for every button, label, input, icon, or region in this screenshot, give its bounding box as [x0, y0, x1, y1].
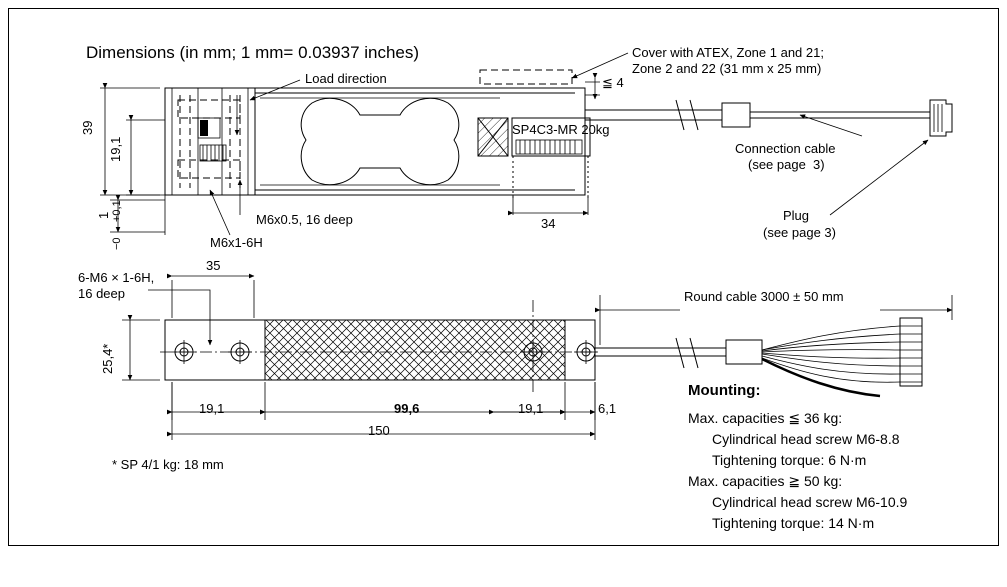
- dim-height-25-4: 25,4*: [100, 343, 115, 374]
- mounting-line-5: Cylindrical head screw M6-10.9: [712, 494, 908, 510]
- label-thread-m6x05: M6x0.5, 16 deep: [256, 212, 353, 227]
- label-thread-m6x1: M6x1-6H: [210, 235, 263, 250]
- dim-thickness-4: ≦ 4: [602, 75, 624, 90]
- dim-height-39: 39: [80, 120, 95, 135]
- label-connection-cable-line1: Connection cable: [735, 141, 836, 156]
- dim-top-35: 35: [206, 258, 221, 273]
- dim-6-1: 6,1: [598, 401, 617, 416]
- label-load-direction: Load direction: [305, 71, 387, 86]
- dim-19-1-right: 19,1: [518, 401, 544, 416]
- dim-height-19-1: 19,1: [108, 136, 123, 162]
- dim-tol-plus: +0,1: [111, 200, 123, 222]
- label-atex-cover-line2: Zone 2 and 22 (31 mm x 25 mm): [632, 61, 822, 76]
- mounting-line-1: Max. capacities ≦ 36 kg:: [688, 410, 843, 426]
- dim-19-1-left: 19,1: [199, 401, 225, 416]
- mounting-line-3: Tightening torque: 6 N·m: [712, 452, 867, 468]
- dim-tol-minus: −0: [111, 237, 123, 250]
- mounting-heading: Mounting:: [688, 382, 761, 399]
- dim-width-34: 34: [541, 216, 556, 231]
- mounting-line-4: Max. capacities ≧ 50 kg:: [688, 473, 843, 489]
- label-round-cable: Round cable 3000 ± 50 mm: [684, 289, 844, 304]
- label-nameplate: SP4C3-MR 20kg: [512, 122, 610, 137]
- label-plug-line1: Plug: [783, 208, 810, 223]
- dim-99-6: 99,6: [394, 401, 420, 416]
- figure-title: Dimensions (in mm; 1 mm= 0.03937 inches): [86, 43, 420, 62]
- dim-tol-1: 1: [96, 211, 111, 219]
- page-bottom-margin: [0, 548, 1007, 587]
- dim-150: 150: [368, 423, 390, 438]
- mounting-line-6: Tightening torque: 14 N·m: [712, 515, 875, 531]
- label-holes-line1: 6-M6 × 1-6H,: [78, 270, 155, 285]
- label-connection-cable-line2: (see page 3): [748, 157, 825, 172]
- label-atex-cover-line1: Cover with ATEX, Zone 1 and 21;: [632, 45, 824, 60]
- label-footnote: * SP 4/1 kg: 18 mm: [112, 457, 224, 472]
- label-holes-line2: 16 deep: [78, 286, 125, 301]
- mounting-line-2: Cylindrical head screw M6-8.8: [712, 431, 900, 447]
- label-plug-line2: (see page 3): [763, 225, 836, 240]
